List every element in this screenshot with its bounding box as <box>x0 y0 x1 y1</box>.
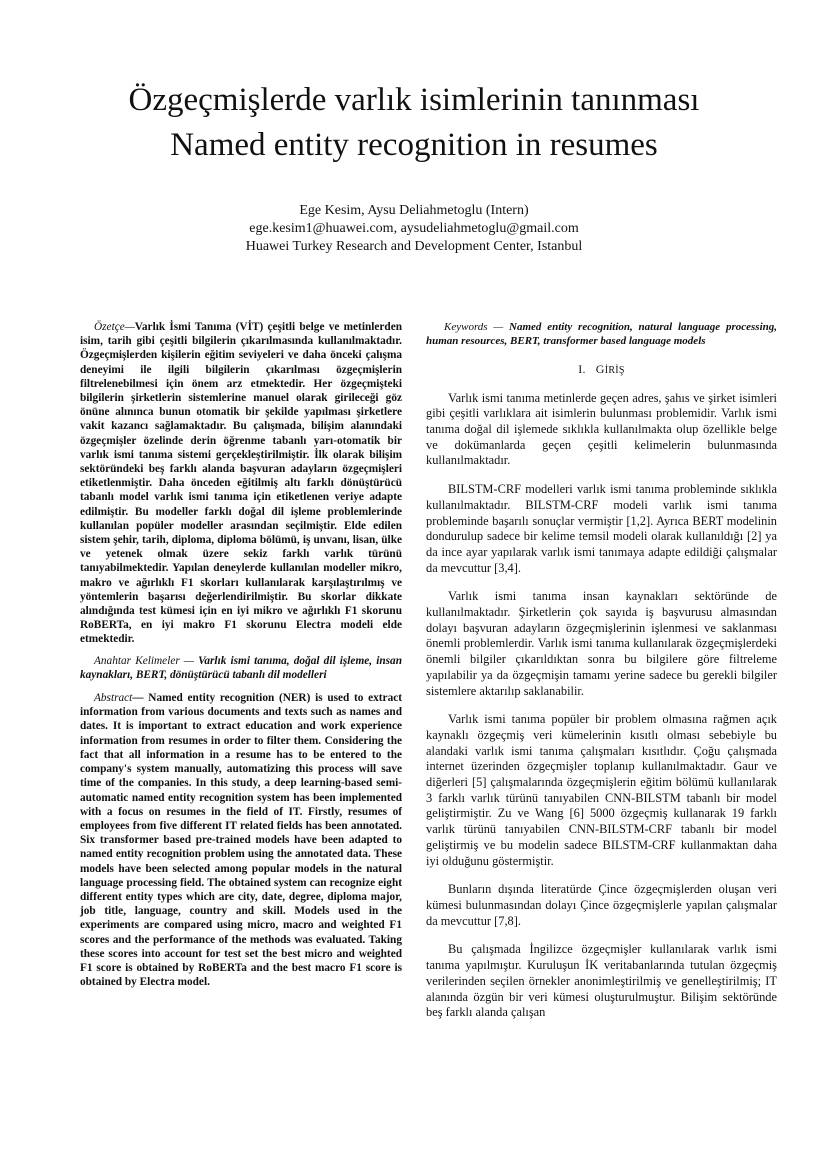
section-title-rest: İRİŞ <box>604 365 625 377</box>
intro-paragraph: Bu çalışmada İngilizce özgeçmişler kullanılarak varlık ismi tanıma yapılmıştır. Kuruluşun İK veritabanlarında tutulan özgeçmiş verilerinden seçilen örnekler anonimleştirilmiş ve genelleştirilmiş; IT alanında özgün bir veri kümesi oluşturulmuştur. Bilişim sektöründe beş farklı alanda çalışan <box>426 942 777 1020</box>
keywords-paragraph <box>426 320 777 348</box>
anahtar-kelimeler-text: Varlık ismi tanıma, doğal dil işleme, insan kaynakları, BERT, dönüştürücü tabanlı dil modelleri <box>80 654 402 681</box>
paper-title-turkish: Özgeçmişlerde varlık isimlerinin tanınması <box>128 82 700 118</box>
section-number: I. <box>578 362 586 377</box>
author-names: Ege Kesim, Aysu Deliahmetoglu (Intern) <box>299 203 529 218</box>
intro-paragraph: Varlık ismi tanıma metinlerde geçen adres, şahıs ve şirket isimleri gibi çeşitli varlıklara ait isimlerin bulunması problemidir. Varlık ismi tanıma doğal dil işlemede sıklıkla kullanılmakta olup özellikle belge ve dokümanlarda geçen çeşitli kelimelerin bulunmasında kullanılmaktadır. <box>426 390 777 468</box>
ozet-paragraph <box>80 320 402 647</box>
right-column <box>426 320 777 1034</box>
anahtar-kelimeler-lead: Anahtar Kelimeler — <box>94 654 199 667</box>
keywords-lead: Keywords — <box>444 321 509 333</box>
paper-title-english: Named entity recognition in resumes <box>170 127 658 163</box>
author-affiliation: Huawei Turkey Research and Development Center, Istanbul <box>245 239 583 254</box>
anahtar-kelimeler-paragraph <box>80 654 402 682</box>
abstract-text: — Named entity recognition (NER) is used to extract information from various documents and texts such as names and dates. It is important to extract education and work experience information from resumes in order to filter them. Considering the fact that all information in a resume has to be entered to the company's system manually, automatizing this process will save time of the companies. In this study, a deep learning-based semi-automatic named entity recognition system has been implemented with a focus on resumes in the field of IT. Firstly, resumes of employees from five different IT related fields has been annotated. Six transformer based pre-trained models have been adapted to named entity recognition problem using the annotated data. These models have been selected among popular models in the natural language processing field. The obtained system can recognize eight different entity types which are city, date, degree, diploma major, job title, language, country and skill. Models used in the experiments are compared using micro, macro and weighted F1 scores and the performance of the methods was evaluated. Taking these scores into account for test set the best micro and weighted F1 score is obtained by RoBERTa and the best macro F1 score is obtained by Electra model. <box>80 692 402 989</box>
author-block <box>60 202 768 256</box>
ozet-lead: Özetçe— <box>94 321 135 333</box>
section-title-initial: G <box>595 362 605 377</box>
intro-paragraph: BILSTM-CRF modelleri varlık ismi tanıma probleminde sıklıkla kullanılmaktadır. BILSTM-CRF modeli varlık ismi tanıma probleminde başarılı sonuçlar vermiştir [1,2]. Ayrıca BERT modelinin dondurulup sadece bir kelime temsil modeli olarak kullanıldığı [2] ya da ince ayar yapılarak varlık ismi tanımaya adapte edildiği çalışmalar da mevcuttur [3,4]. <box>426 482 777 575</box>
intro-paragraph: Varlık ismi tanıma popüler bir problem olmasına rağmen açık kaynaklı özgeçmiş veri kümelerinin kısıtlı olması sebebiyle bu alandaki varlık ismi tanıma çalışmaları kısıtlıdır. Çoğu çalışmada internet üzerinden özgeçmişler toplanıp kullanılmaktadır. Gaur ve diğerleri [5] çalışmalarında özgeçmişlerin eğitim bölümü kullanılarak 3 farklı varlık türünü tanıyabilen CNN-BILSTM tabanlı bir model geliştirmiştir. Zu ve Wang [6] 5000 özgeçmiş kullanarak 19 farklı varlık türünü tanıyabilen CNN-BILSTM-CRF tabanlı bir model geliştirmiş ve bu modelin sadece BILSTM-CRF kullanmaktan daha iyi olduğunu göstermiştir. <box>426 712 777 868</box>
section-heading-introduction <box>426 362 777 378</box>
author-emails: ege.kesim1@huawei.com, aysudeliahmetoglu@gmail.com <box>249 221 579 236</box>
abstract-paragraph <box>80 691 402 989</box>
intro-paragraph: Bunların dışında literatürde Çince özgeçmişlerden oluşan veri kümesi bulunmasından dolayı Çince özgeçmişlerle yapılan çalışmalar da mevcuttur [7,8]. <box>426 882 777 928</box>
abstract-lead: Abstract <box>94 692 133 705</box>
intro-paragraph: Varlık ismi tanıma insan kaynakları sektöründe de kullanılmaktadır. Şirketlerin çok sayıda iş başvurusu almasından dolayı başvuran adayların özgeçmişlerinin işlenmesi ve saklanması önemli problemlerdir. Varlık ismi tanıma kullanılarak özgeçmişlerdeki önemli bilgiler çıkarıldıktan sonra bu bilgilere göre filtreleme yapılabilir ya da özgeçmişin tamamı yerine sadece bu gerekli bilgiler sistemlere aktarılıp saklanabilir. <box>426 589 777 698</box>
keywords-text: Named entity recognition, natural language processing, human resources, BERT, transformer based language models <box>426 321 778 348</box>
left-column <box>80 320 402 996</box>
ozet-text: Varlık İsmi Tanıma (VİT) çeşitli belge ve metinlerden isim, tarih gibi çeşitli bilgilerin çıkarılmasında kullanılmaktadır. Özgeçmişlerden kişilerin eğitim seviyeleri ve daha önceki çalışma deneyimi ile ilgili bilgilerin çıkarılması özgeçmişlerin filtrelenebilmesi için önem arz etmektedir. Her özgeçmişteki bilgilerin şirketlerin sistemlerine manuel olarak girileceği göz önüne alınınca bunun otomatik bir şekilde yapılması şirketlere vakit kazancı sağlamaktadır. Bu çalışmada, bilişim alanındaki özgeçmişler özelinde derin öğrenme tabanlı yarı-otomatik bir varlık ismi tanıma sistemi gerçekleştirilmiştir. İlk olarak bilişim sektöründeki beş farklı alanda başvuran adayların özgeçmişleri etiketlenmiştir. Daha önceden eğitilmiş altı farklı dönüştürücü tabanlı model varlık ismi tanıma için etiketlenen veriye adapte edilmiştir. Bu modeller farklı doğal dil işleme problemlerinde kullanılan popüler modeller arasından seçilmiştir. Elde edilen sistem şehir, tarih, diploma, diploma bölümü, iş unvanı, lisan, ülke ve yetenek olmak üzere sekiz farklı varlık türünü tanıyabilmektedir. Yapılan deneylerde kullanılan modeller mikro, makro ve ağırlıklı F1 skorları kullanılarak karşılaştırılmış ve yöntemlerin başarısı değerlendirilmiştir. Bu skorlar dikkate alındığında test kümesi için en iyi mikro ve ağırlıklı F1 skorunu RoBERTa, en iyi makro F1 skorunu Electra modeli elde etmektedir. <box>80 321 402 646</box>
